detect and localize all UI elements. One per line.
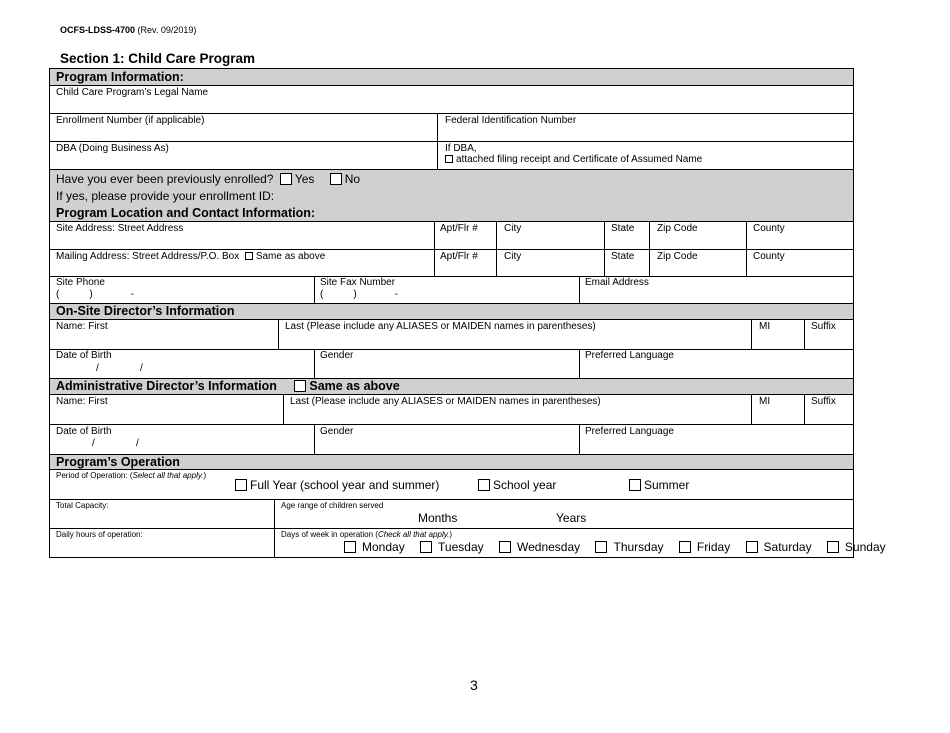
- days-of-week: [344, 540, 898, 554]
- day-wednesday-checkbox[interactable]: [499, 541, 511, 553]
- onsite-dob-slash-2: /: [140, 363, 143, 374]
- day-tuesday-option[interactable]: [420, 540, 490, 554]
- day-tuesday-label: Tuesday: [438, 540, 484, 554]
- day-thursday-label: Thursday: [613, 540, 664, 554]
- day-monday-checkbox[interactable]: [344, 541, 356, 553]
- site-zip-label: Zip Code: [657, 223, 698, 234]
- days-label-close: ): [449, 530, 453, 539]
- admin-director-header: [50, 378, 853, 395]
- mailing-county-label: County: [753, 251, 785, 262]
- period-label-close: ): [203, 471, 207, 480]
- mailing-state-label: State: [611, 251, 635, 262]
- program-info-header: Program Information:: [50, 69, 853, 86]
- day-monday-option[interactable]: [344, 540, 411, 554]
- day-sunday-checkbox[interactable]: [827, 541, 839, 553]
- day-friday-option[interactable]: [679, 540, 736, 554]
- day-sunday-label: Sunday: [844, 540, 886, 554]
- mailing-same-checkbox[interactable]: [245, 252, 253, 260]
- section-title: Section 1: Child Care Program: [60, 51, 256, 66]
- total-capacity-label: Total Capacity:: [56, 501, 109, 510]
- admin-last-name-label: Last (Please include any ALIASES or MAIDEN names in parentheses): [290, 396, 601, 407]
- checkbox-icon[interactable]: [445, 155, 453, 163]
- admin-first-name-label: Name: First: [56, 396, 108, 407]
- mailing-city-label: City: [504, 251, 522, 262]
- summer-option[interactable]: [629, 478, 689, 492]
- onsite-last-name-label: Last (Please include any ALIASES or MAIDEN names in parentheses): [285, 321, 596, 332]
- no-label: No: [344, 172, 361, 186]
- day-tuesday-checkbox[interactable]: [420, 541, 432, 553]
- period-instruction: Select all that apply.: [132, 471, 204, 480]
- site-fax-format: [320, 289, 398, 300]
- attached-filing-label: attached filing receipt and Certificate of Assumed Name: [456, 154, 703, 165]
- day-thursday-option[interactable]: [595, 540, 669, 554]
- summer-checkbox[interactable]: [629, 479, 641, 491]
- school-year-checkbox[interactable]: [478, 479, 490, 491]
- mailing-same-label: Same as above: [255, 251, 326, 262]
- federal-id-label: Federal Identification Number: [445, 115, 577, 126]
- summer-label: Summer: [644, 478, 690, 492]
- mailing-address-label: [56, 251, 325, 262]
- mailing-address-text: Mailing Address: Street Address/P.O. Box: [56, 251, 240, 262]
- daily-hours-label: Daily hours of operation:: [56, 530, 143, 539]
- day-saturday-option[interactable]: [746, 540, 818, 554]
- day-wednesday-label: Wednesday: [516, 540, 581, 554]
- dash: -: [394, 289, 399, 300]
- attached-filing-option[interactable]: [445, 154, 702, 165]
- mailing-zip-label: Zip Code: [657, 251, 698, 262]
- days-label: [281, 530, 452, 539]
- form-revision: (Rev. 09/2019): [137, 25, 197, 35]
- admin-mi-label: MI: [759, 396, 771, 407]
- operation-header: Program’s Operation: [50, 454, 853, 470]
- admin-same-checkbox[interactable]: [294, 380, 306, 392]
- admin-director-title: Administrative Director’s Information: [56, 379, 277, 393]
- day-saturday-label: Saturday: [763, 540, 812, 554]
- days-instruction: Check all that apply.: [377, 530, 450, 539]
- close-paren: ): [89, 289, 93, 300]
- dash: -: [130, 289, 135, 300]
- admin-same-label: Same as above: [309, 379, 400, 393]
- full-year-checkbox[interactable]: [235, 479, 247, 491]
- form-id: [60, 25, 196, 35]
- location-header: Program Location and Contact Information:: [50, 206, 853, 222]
- enrollment-id-prompt: If yes, please provide your enrollment ID:: [56, 189, 275, 203]
- months-label: Months: [418, 511, 458, 525]
- onsite-dob-slash-1: /: [96, 363, 99, 374]
- day-monday-label: Monday: [362, 540, 405, 554]
- school-year-label: School year: [493, 478, 557, 492]
- site-county-label: County: [753, 223, 785, 234]
- open-paren: (: [320, 289, 324, 300]
- day-thursday-checkbox[interactable]: [595, 541, 607, 553]
- onsite-first-name-label: Name: First: [56, 321, 108, 332]
- no-checkbox[interactable]: [330, 173, 342, 185]
- years-label: Years: [556, 511, 587, 525]
- close-paren: ): [353, 289, 357, 300]
- period-label: [56, 471, 206, 480]
- onsite-director-header: On-Site Director’s Information: [50, 303, 853, 320]
- day-saturday-checkbox[interactable]: [746, 541, 758, 553]
- admin-dob-label: Date of Birth: [56, 426, 112, 437]
- admin-dob-slash-2: /: [136, 438, 139, 449]
- email-label: Email Address: [585, 277, 649, 288]
- dba-label: DBA (Doing Business As): [56, 143, 169, 154]
- days-label-text: Days of week in operation (: [281, 530, 378, 539]
- if-dba-label: If DBA,: [445, 143, 477, 154]
- site-apt-label: Apt/Flr #: [440, 223, 478, 234]
- previously-enrolled-label: Have you ever been previously enrolled?: [56, 172, 274, 186]
- day-friday-label: Friday: [696, 540, 731, 554]
- previously-enrolled-question: [56, 172, 360, 186]
- form-frame: [49, 68, 886, 558]
- site-state-label: State: [611, 223, 635, 234]
- open-paren: (: [56, 289, 60, 300]
- admin-language-label: Preferred Language: [585, 426, 674, 437]
- legal-name-label: Child Care Program’s Legal Name: [56, 87, 209, 98]
- yes-label: Yes: [294, 172, 315, 186]
- day-wednesday-option[interactable]: [499, 540, 586, 554]
- school-year-option[interactable]: [478, 478, 556, 492]
- onsite-mi-label: MI: [759, 321, 771, 332]
- onsite-language-label: Preferred Language: [585, 350, 674, 361]
- onsite-gender-label: Gender: [320, 350, 354, 361]
- site-city-label: City: [504, 223, 522, 234]
- page-number: 3: [470, 677, 478, 693]
- yes-checkbox[interactable]: [280, 173, 292, 185]
- onsite-suffix-label: Suffix: [811, 321, 836, 332]
- admin-suffix-label: Suffix: [811, 396, 836, 407]
- day-sunday-option[interactable]: [827, 540, 892, 554]
- age-range-label: Age range of children served: [281, 501, 384, 510]
- mailing-apt-label: Apt/Flr #: [440, 251, 478, 262]
- onsite-dob-label: Date of Birth: [56, 350, 112, 361]
- admin-dob-slash-1: /: [92, 438, 95, 449]
- day-friday-checkbox[interactable]: [679, 541, 691, 553]
- period-label-text: Period of Operation: (: [56, 471, 133, 480]
- site-phone-format: [56, 289, 134, 300]
- form-number: OCFS-LDSS-4700: [60, 25, 136, 35]
- admin-gender-label: Gender: [320, 426, 354, 437]
- full-year-option[interactable]: [235, 478, 439, 492]
- enrollment-number-label: Enrollment Number (if applicable): [56, 115, 205, 126]
- site-address-label: Site Address: Street Address: [56, 223, 184, 234]
- full-year-label: Full Year (school year and summer): [250, 478, 440, 492]
- site-phone-label: Site Phone: [56, 277, 105, 288]
- site-fax-label: Site Fax Number: [320, 277, 396, 288]
